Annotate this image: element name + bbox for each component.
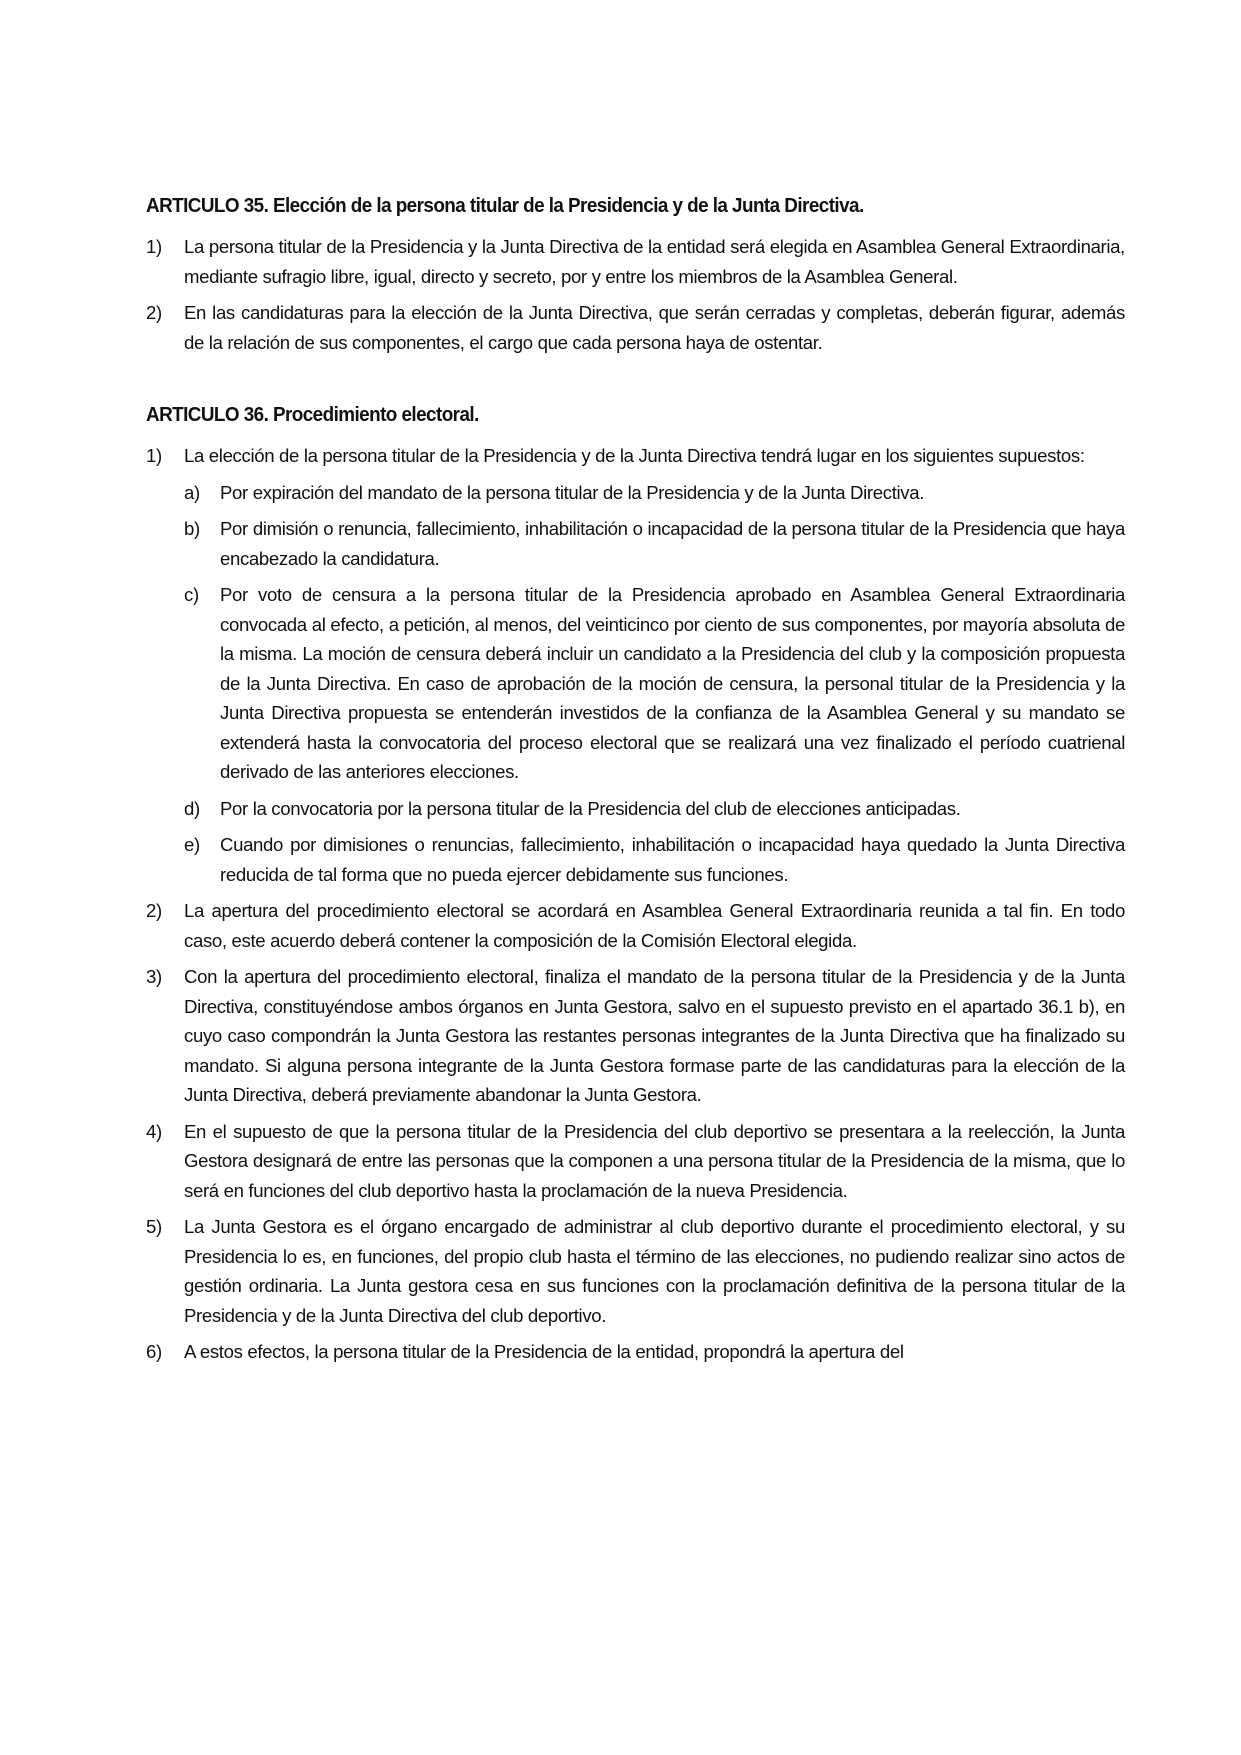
article-35-list (146, 232, 1125, 357)
item-text: La Junta Gestora es el órgano encargado de administrar al club deportivo durante el procedimiento electoral, y su Presidencia lo es, en funciones, del propio club hasta el término de las elecciones, no pudiendo realizar sino actos de gestión ordinaria. La Junta gestora cesa en sus funciones con la proclamación definitiva de la persona titular de la Presidencia y de la Junta Directiva del club deportivo. (184, 1216, 1125, 1326)
article-35-heading: ARTICULO 35. Elección de la persona titular de la Presidencia y de la Junta Directiva. (146, 194, 864, 217)
list-item (146, 1117, 1125, 1206)
sub-item-letter: a) (184, 481, 200, 503)
sub-list (184, 478, 1125, 890)
item-number: 1) (146, 445, 162, 466)
list-item (146, 298, 1125, 357)
item-text: En el supuesto de que la persona titular de la Presidencia del club deportivo se presentara a la reelección, la Junta Gestora designará de entre las personas que la componen a una persona titular de la Presidencia de la misma, que lo será en funciones del club deportivo hasta la proclamación de la nueva Presidencia. (184, 1120, 1125, 1201)
list-item (146, 896, 1125, 955)
item-text: A estos efectos, la persona titular de la Presidencia de la entidad, propondrá la apertura del (184, 1341, 904, 1362)
list-item (146, 1337, 1125, 1367)
sub-item-letter: e) (184, 834, 200, 855)
list-item (146, 1212, 1125, 1330)
sub-list-item (184, 514, 1125, 573)
item-number: 4) (146, 1120, 162, 1142)
item-text: La elección de la persona titular de la Presidencia y de la Junta Directiva tendrá lugar en los siguientes supuestos: (184, 445, 1085, 466)
item-text: La persona titular de la Presidencia y la Junta Directiva de la entidad será elegida en Asamblea General Extraordinaria, mediante sufragio libre, igual, directo y secreto, por y entre los miembros de la Asamblea General. (184, 236, 1125, 287)
item-number: 2) (146, 900, 162, 921)
item-number: 5) (146, 1216, 162, 1237)
list-item (146, 441, 1125, 889)
sub-item-text: Por la convocatoria por la persona titular de la Presidencia del club de elecciones anticipadas. (220, 797, 961, 819)
list-item (146, 962, 1125, 1110)
sub-list-item (184, 794, 1125, 824)
sub-item-letter: c) (184, 584, 199, 605)
sub-item-letter: d) (184, 797, 200, 819)
sub-item-text: Por dimisión o renuncia, fallecimiento, inhabilitación o incapacidad de la persona titular de la Presidencia que haya encabezado la candidatura. (220, 518, 1125, 569)
item-text: En las candidaturas para la elección de la Junta Directiva, que serán cerradas y completas, deberán figurar, además de la relación de sus componentes, el cargo que cada persona haya de ostentar. (184, 302, 1125, 353)
item-number: 2) (146, 302, 162, 323)
sub-list-item (184, 478, 1125, 508)
item-number: 6) (146, 1341, 162, 1362)
item-text: La apertura del procedimiento electoral se acordará en Asamblea General Extraordinaria reunida a tal fin. En todo caso, este acuerdo deberá contener la composición de la Comisión Electoral elegida. (184, 900, 1125, 951)
item-number: 1) (146, 236, 162, 257)
sub-item-text: Por expiración del mandato de la persona titular de la Presidencia y de la Junta Directiva. (220, 481, 925, 503)
document-page (146, 192, 1125, 1374)
sub-list-item (184, 830, 1125, 889)
article-36-heading: ARTICULO 36. Procedimiento electoral. (146, 403, 479, 426)
sub-item-text: Cuando por dimisiones o renuncias, fallecimiento, inhabilitación o incapacidad haya quedado la Junta Directiva reducida de tal forma que no pueda ejercer debidamente sus funciones. (220, 834, 1125, 885)
article-36-list (146, 441, 1125, 1367)
sub-list-item (184, 580, 1125, 787)
item-text: Con la apertura del procedimiento electoral, finaliza el mandato de la persona titular de la Presidencia y de la Junta Directiva, constituyéndose ambos órganos en Junta Gestora, salvo en el supuesto previsto en el apartado 36.1 b), en cuyo caso compondrán la Junta Gestora las restantes personas integrantes de la Junta Directiva que ha finalizado su mandato. Si alguna persona integrante de la Junta Gestora formase parte de las candidaturas para la elección de la Junta Directiva, deberá previamente abandonar la Junta Gestora. (184, 966, 1125, 1105)
item-number: 3) (146, 966, 162, 987)
sub-item-letter: b) (184, 518, 200, 539)
sub-item-text: Por voto de censura a la persona titular de la Presidencia aprobado en Asamblea General Extraordinaria convocada al efecto, a petición, al menos, del veinticinco por ciento de sus componentes, por mayoría absoluta de la misma. La moción de censura deberá incluir un candidato a la Presidencia del club y la composición propuesta de la Junta Directiva. En caso de aprobación de la moción de censura, la personal titular de la Presidencia y la Junta Directiva propuesta se entenderán investidos de la confianza de la Asamblea General y su mandato se extenderá hasta la convocatoria del proceso electoral que se realizará una vez finalizado el período cuatrienal derivado de las anteriores elecciones. (220, 584, 1125, 782)
list-item (146, 232, 1125, 291)
